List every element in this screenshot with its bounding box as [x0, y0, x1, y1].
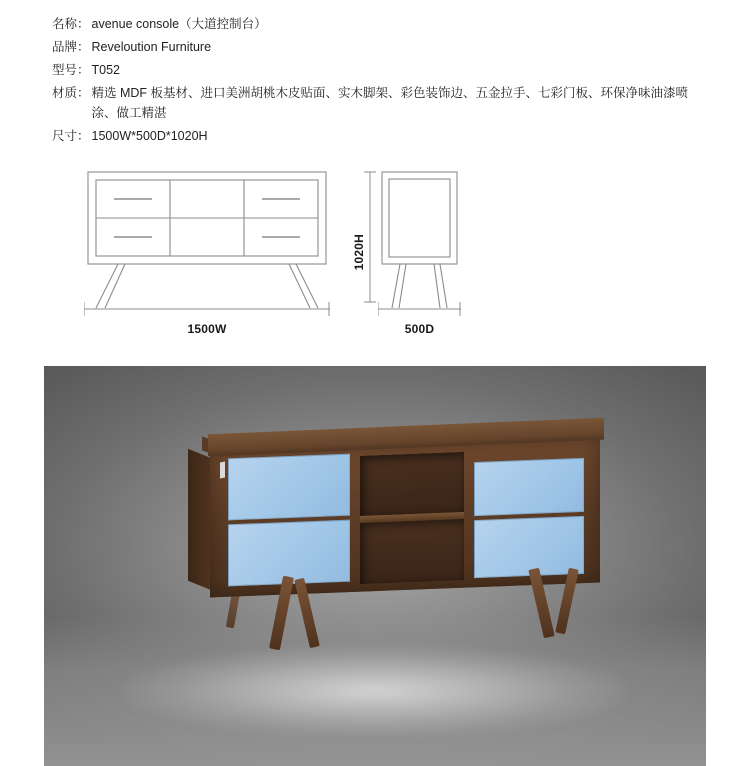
console-open-shelf-bottom	[360, 518, 464, 584]
dimension-depth-label: 500D	[404, 322, 435, 336]
spec-label-brand: 品牌：	[52, 40, 90, 54]
spec-value-model: T052	[91, 63, 121, 77]
side-elevation-drawing	[378, 168, 461, 318]
dimension-width-label: 1500W	[187, 322, 227, 336]
console-product-tag	[220, 462, 225, 479]
spec-row-name	[52, 14, 700, 34]
spec-row-model	[52, 60, 700, 80]
photo-light-glow	[123, 646, 626, 736]
dimension-height-label: 1020H	[352, 234, 366, 271]
product-spec-list	[0, 0, 700, 146]
spec-value-brand: Reveloution Furniture	[91, 40, 212, 54]
spec-row-brand	[52, 37, 700, 57]
spec-value-material: 精选 MDF 板基材、进口美洲胡桃木皮贴面、实木脚架、彩色装饰边、五金拉手、七彩门板、环保净味油漆喷涂、做工精湛	[91, 86, 689, 120]
console-open-shelf-top	[360, 452, 464, 516]
product-photo	[44, 366, 706, 766]
spec-value-name: avenue console（大道控制台）	[91, 17, 267, 31]
spec-row-material	[52, 83, 700, 123]
spec-row-size	[52, 126, 700, 146]
technical-drawing-area	[0, 160, 750, 350]
spec-label-material: 材质：	[52, 86, 90, 100]
console-door-right-top	[474, 458, 584, 516]
spec-value-size: 1500W*500D*1020H	[91, 129, 208, 143]
front-elevation-drawing	[84, 168, 330, 318]
spec-label-size: 尺寸：	[52, 129, 90, 143]
spec-label-name: 名称：	[52, 17, 90, 31]
spec-label-model: 型号：	[52, 63, 90, 77]
console-illustration	[164, 426, 604, 616]
console-door-left-top	[228, 454, 350, 521]
